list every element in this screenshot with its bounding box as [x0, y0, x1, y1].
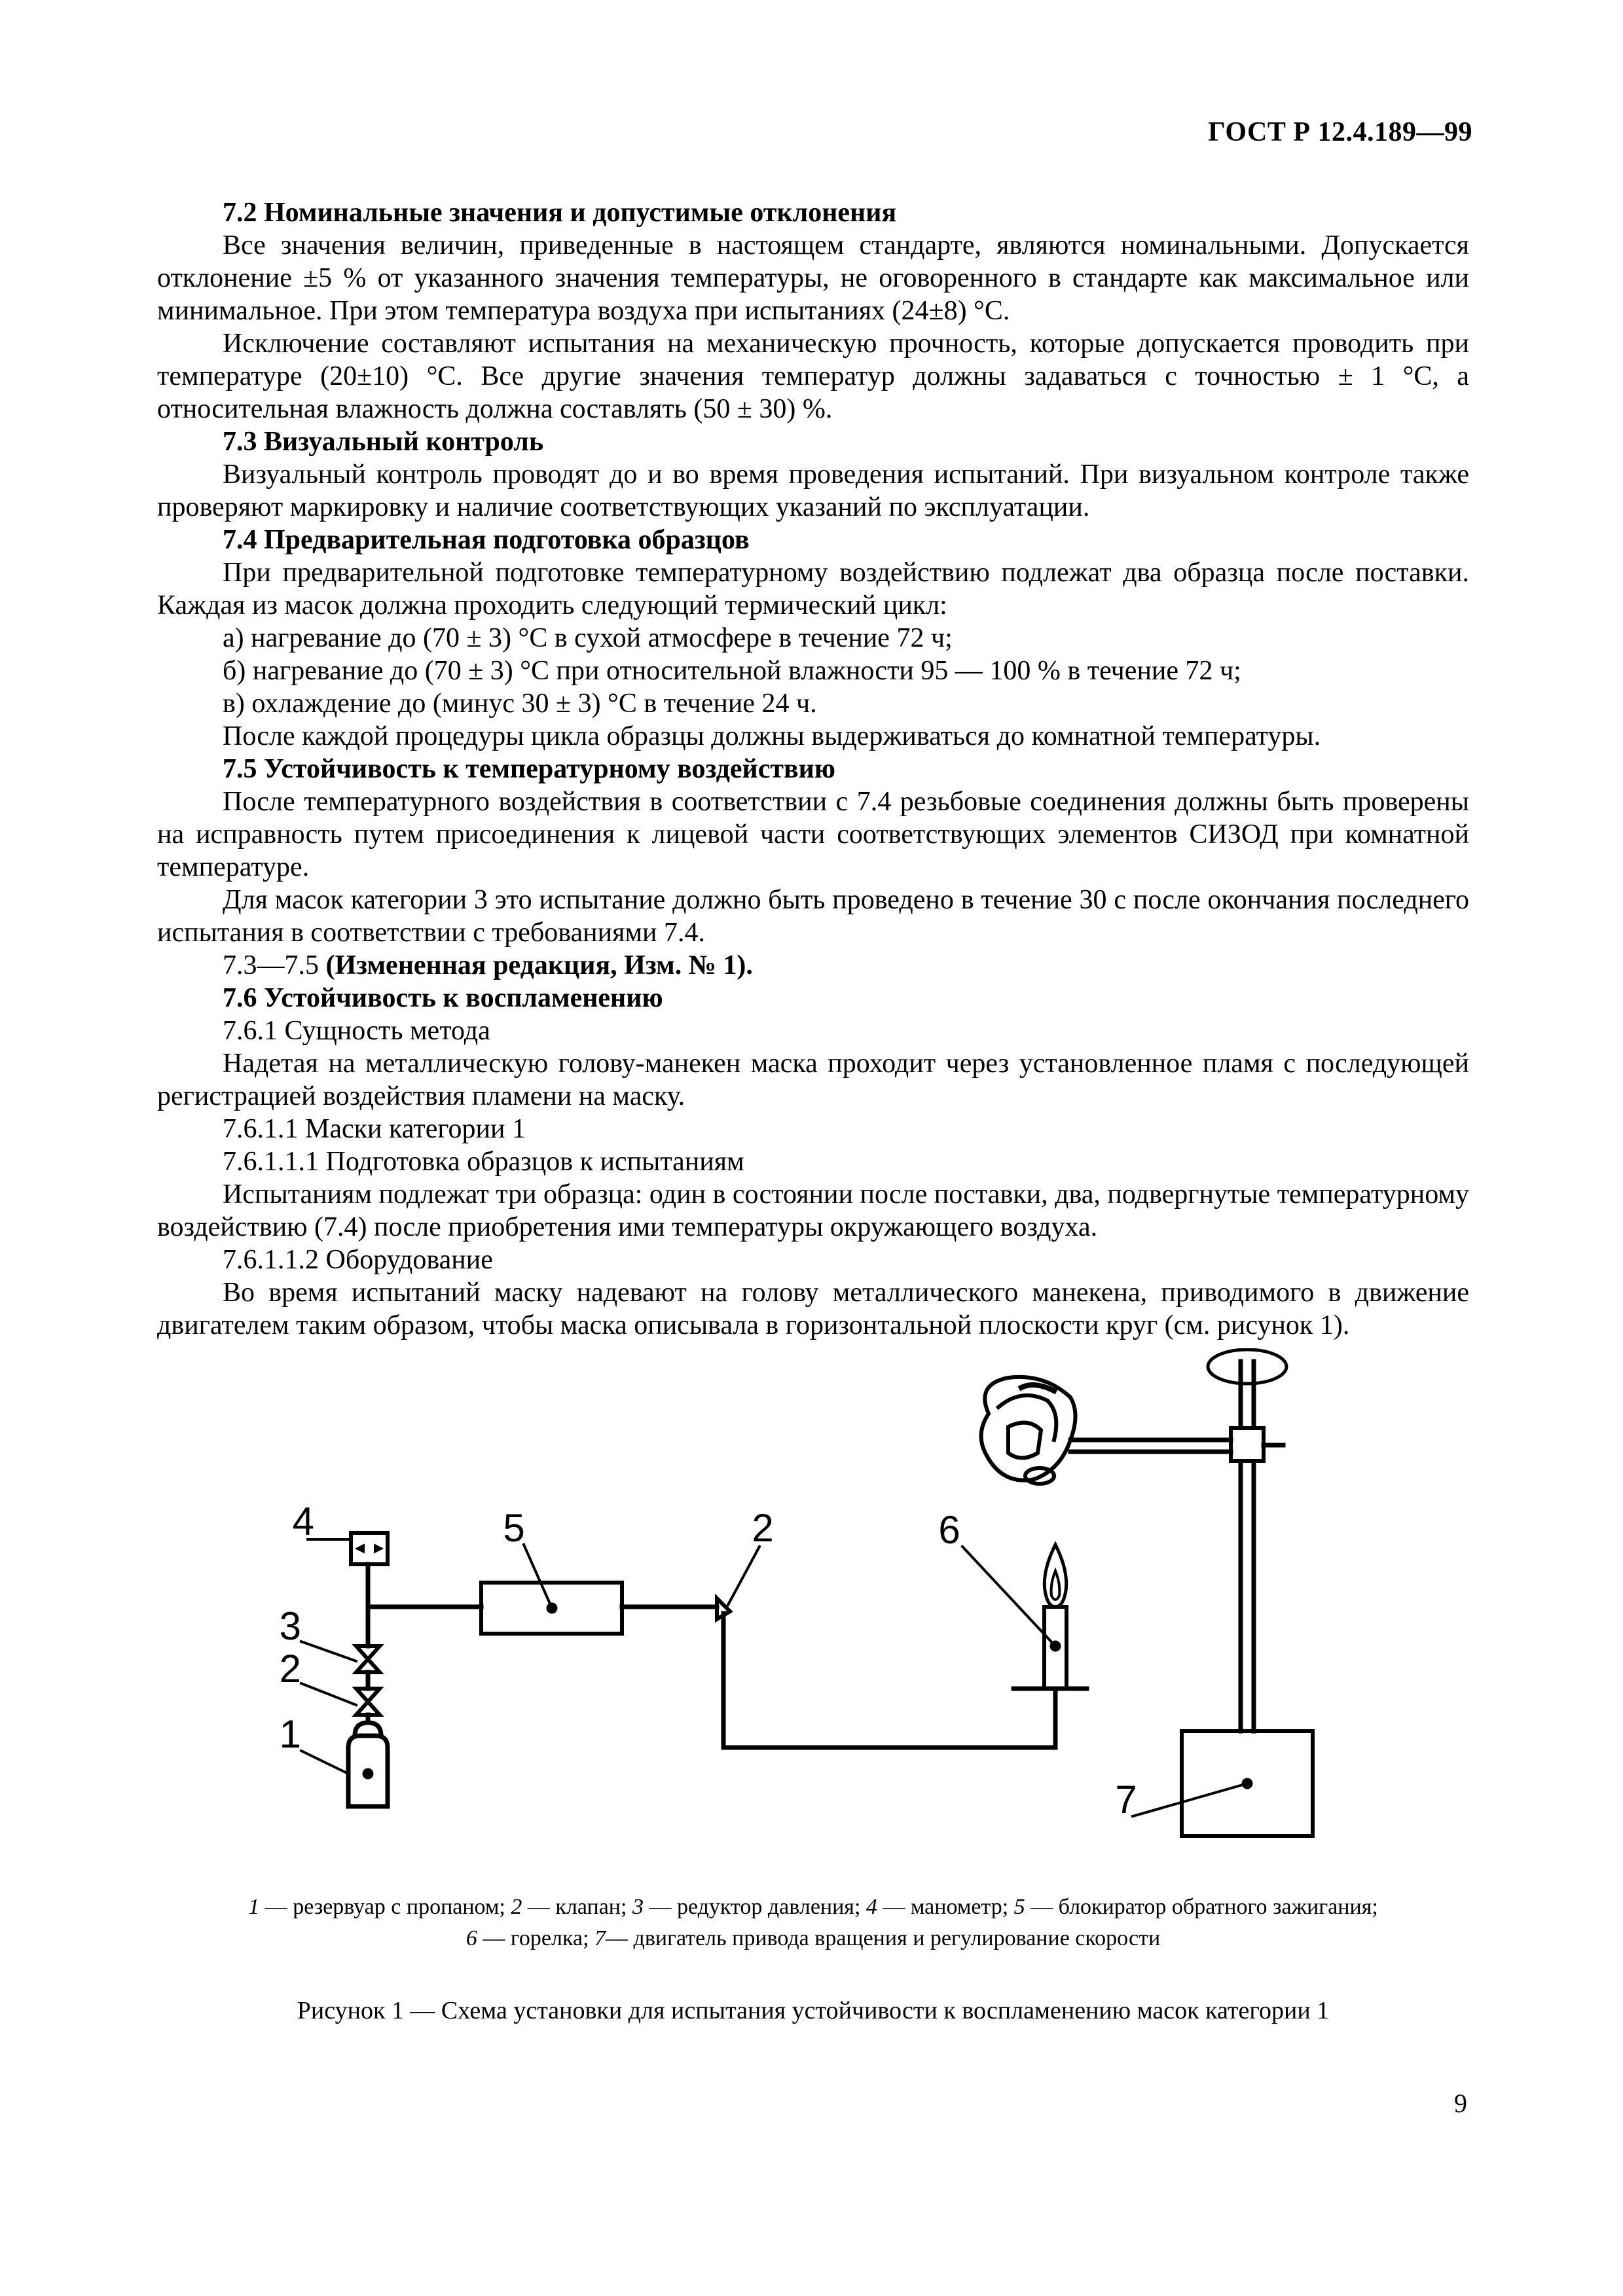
section-7-6-1-1-1-title: 7.6.1.1.1 Подготовка образцов к испытаниям	[223, 1147, 744, 1177]
legend-num: 4	[866, 1895, 877, 1919]
rotation-arrow-icon	[1208, 1350, 1286, 1384]
section-7-6-1-1-2-paragraph: Во время испытаний маску надевают на голову металлического манекена, приводимого в движение двигателем таким образом, чтобы маска описывала в горизонтальной плоскости круг (см. рисунок 1).	[157, 1278, 1469, 1340]
section-7-4-item-b: б) нагревание до (70 ± 3) °С при относительной влажности 95 — 100 % в течение 72 ч;	[223, 656, 1241, 686]
label-2-valve: 2	[279, 1647, 301, 1691]
figure-1-test-setup-diagram	[157, 1348, 1469, 1859]
legend-num: 6	[465, 1926, 477, 1950]
section-7-4-item-a: а) нагревание до (70 ± 3) °С в сухой атмосфере в течение 72 ч;	[223, 623, 953, 653]
burner-icon	[1013, 1545, 1087, 1689]
section-7-3-title: 7.3 Визуальный контроль	[223, 427, 544, 457]
legend-num: 1	[248, 1895, 260, 1919]
mask-mannequin-icon	[981, 1377, 1076, 1484]
amendment-text: (Измененная редакция, Изм. № 1).	[325, 950, 753, 980]
section-7-6-1-1-title: 7.6.1.1 Маски категории 1	[223, 1114, 526, 1144]
section-7-6-1-1-1-paragraph: Испытаниям подлежат три образца: один в состоянии после поставки, два, подвергнутые температурному воздействию (7.4) после приобретения ими температуры окружающего воздуха.	[157, 1179, 1469, 1242]
manometer-icon	[351, 1533, 388, 1564]
valve-icon	[356, 1689, 380, 1723]
legend-text: — манометр;	[877, 1895, 1014, 1919]
legend-text: — клапан;	[522, 1895, 632, 1919]
legend-text: — горелка;	[477, 1926, 595, 1950]
section-7-4-paragraph-2: После каждой процедуры цикла образцы должны выдерживаться до комнатной температуры.	[223, 721, 1321, 751]
label-4: 4	[292, 1499, 314, 1543]
legend-num: 3	[632, 1895, 644, 1919]
section-7-6-1-1-2-title: 7.6.1.1.2 Оборудование	[223, 1245, 493, 1275]
legend-text: — редуктор давления;	[643, 1895, 866, 1919]
section-7-5-title: 7.5 Устойчивость к температурному воздействию	[223, 754, 835, 784]
pressure-reducer-icon	[356, 1646, 380, 1689]
propane-tank-icon	[348, 1723, 388, 1806]
legend-num: 5	[1013, 1895, 1025, 1919]
page-number: 9	[1454, 2089, 1467, 2118]
document-header: ГОСТ Р 12.4.189—99	[1208, 117, 1472, 147]
legend-num: 7	[594, 1926, 606, 1950]
label-2-check: 2	[752, 1506, 774, 1550]
label-6: 6	[938, 1508, 960, 1552]
section-7-2-title: 7.2 Номинальные значения и допустимые отклонения	[223, 198, 897, 228]
label-1: 1	[279, 1712, 301, 1756]
figure-legend	[157, 1892, 1469, 1954]
amendment-range: 7.3—7.5	[223, 950, 319, 980]
amendment-note	[157, 949, 1469, 982]
label-7: 7	[1115, 1778, 1137, 1821]
section-7-6-1-paragraph: Надетая на металлическую голову-манекен маска проходит через установленное пламя с последующей регистрацией воздействия пламени на маску.	[157, 1049, 1469, 1111]
section-7-6-1-title: 7.6.1 Сущность метода	[223, 1016, 490, 1046]
section-7-2-paragraph-1: Все значения величин, приведенные в настоящем стандарте, являются номинальными. Допускается отклонение ±5 % от указанного значения температуры, не оговоренного в стандарте как максимальное или минимальное. При этом температура воздуха при испытаниях (24±8) °С.	[157, 230, 1469, 326]
section-7-5-paragraph-1: После температурного воздействия в соответствии с 7.4 резьбовые соединения должны быть проверены на исправность путем присоединения к лицевой части соответствующих элементов СИЗОД при комнатной температуре.	[157, 787, 1469, 882]
legend-num: 2	[511, 1895, 522, 1919]
document-body	[157, 196, 1469, 1342]
legend-text: — двигатель привода вращения и регулирование скорости	[606, 1926, 1161, 1950]
section-7-5-paragraph-2: Для масок категории 3 это испытание должно быть проведено в течение 30 с после окончания последнего испытания в соответствии с требованиями 7.4.	[157, 885, 1469, 948]
section-7-4-item-c: в) охлаждение до (минус 30 ± 3) °С в течение 24 ч.	[223, 689, 817, 719]
section-7-2-paragraph-2: Исключение составляют испытания на механическую прочность, которые допускается проводить при температуре (20±10) °С. Все другие значения температур должны задаваться с точностью ± 1 °С, а относительная влажность должна составлять (50 ± 30) %.	[157, 329, 1469, 424]
section-7-3-paragraph-1: Визуальный контроль проводят до и во время проведения испытаний. При визуальном контроле также проверяют маркировку и наличие соответствующих указаний по эксплуатации.	[157, 459, 1469, 522]
figure-caption: Рисунок 1 — Схема установки для испытания устойчивости к воспламенению масок категории 1	[297, 1997, 1330, 2024]
section-7-4-paragraph-1: При предварительной подготовке температурному воздействию подлежат два образца после поставки. Каждая из масок должна проходить следующий термический цикл:	[157, 558, 1469, 620]
legend-text: — резервуар с пропаном;	[259, 1895, 511, 1919]
legend-line-1	[157, 1892, 1469, 1923]
label-3: 3	[279, 1604, 301, 1648]
section-7-4-title: 7.4 Предварительная подготовка образцов	[223, 525, 750, 555]
section-7-6-title: 7.6 Устойчивость к воспламенению	[223, 983, 663, 1013]
legend-text: — блокиратор обратного зажигания;	[1025, 1895, 1378, 1919]
label-5: 5	[503, 1506, 525, 1550]
legend-line-2	[157, 1923, 1469, 1954]
